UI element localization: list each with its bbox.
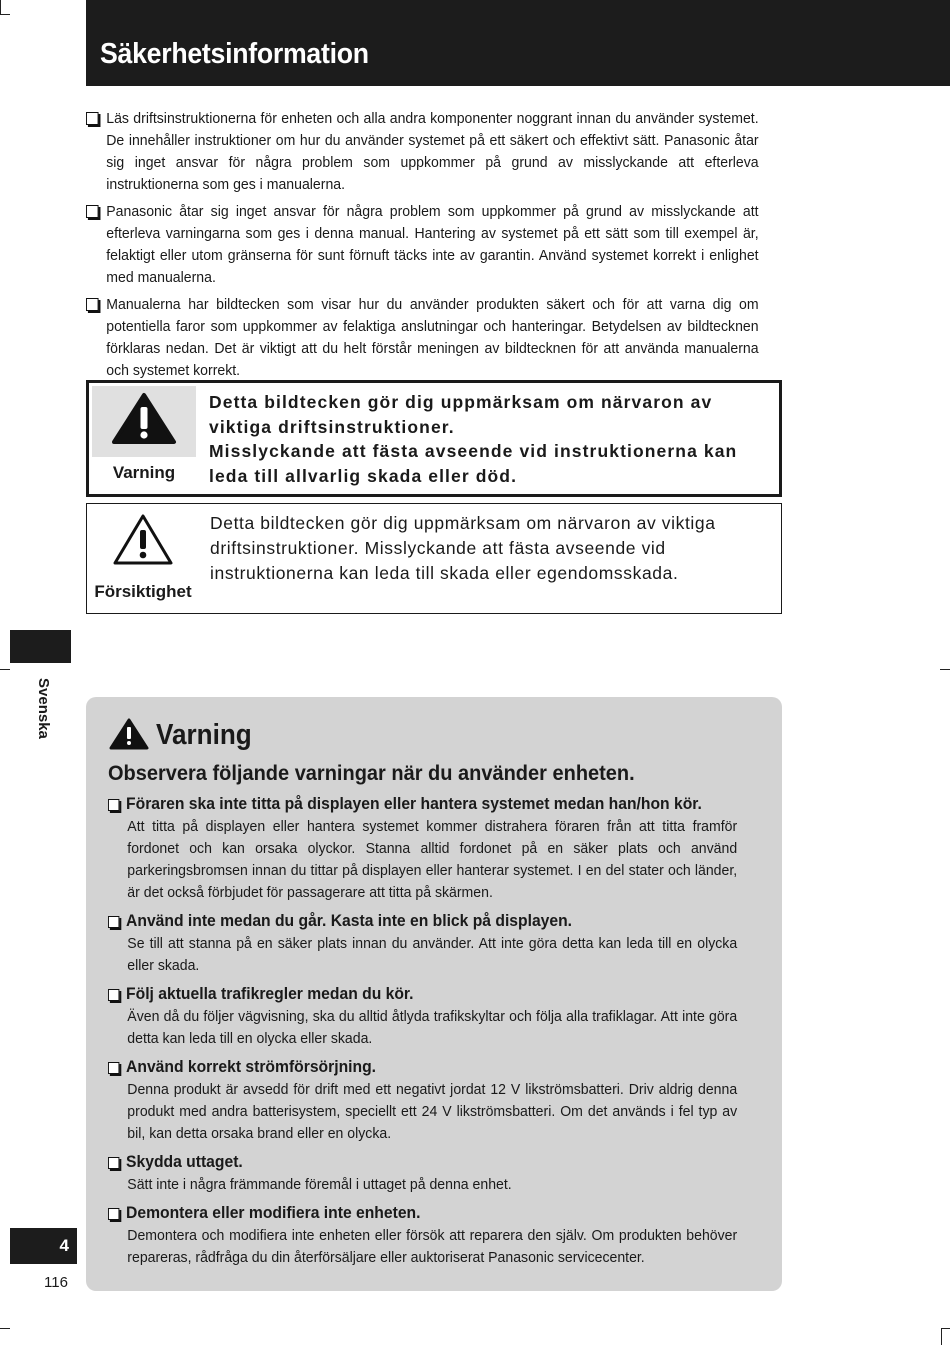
crop-mark	[0, 14, 10, 15]
crop-mark	[0, 1328, 10, 1329]
warning-item-body: Se till att stanna på en säker plats innan du använder. Att inte göra detta kan leda till en olycka eller skada.	[127, 936, 738, 974]
warning-item	[108, 793, 760, 904]
warning-item-body: Demontera och modifiera inte enheten eller försök att reparera den själv. Om produkten behöver repareras, rådfråga du din återförsäljare eller auktoriserat Panasonic servicecenter.	[127, 1228, 738, 1266]
title-bar	[86, 0, 950, 86]
warning-item	[108, 1202, 760, 1269]
intro-paragraph-text: Manualerna har bildtecken som visar hur du använder produkten säkert och för att varna dig om potentiella faror som uppkommer av felaktiga anslutningar och hanteringar. Betydelsen av bildtecknen förklaras nedan. Det är viktigt att du helt förstår meningen av bildtecknen för att använda manualerna och systemet korrekt.	[106, 297, 759, 379]
checkbox-bullet-icon	[108, 799, 119, 811]
warning-item	[108, 1056, 760, 1145]
warning-description	[209, 390, 775, 488]
checkbox-bullet-icon	[86, 298, 99, 311]
warning-triangle-icon	[108, 717, 150, 751]
crop-mark	[941, 1328, 950, 1329]
warning-item-title: Använd korrekt strömförsörjning.	[126, 1058, 377, 1076]
warning-item-title-row	[108, 983, 727, 1006]
intro-paragraph	[86, 201, 759, 289]
checkbox-bullet-icon	[108, 916, 119, 928]
warning-item-body: Denna produkt är avsedd för drift med ett negativt jordat 12 V likströmsbatteri. Driv aldrig denna produkt med andra batterisystem, speciellt ett 24 V likströmsbatteri. Om det används i fel typ av bil, kan detta orsaka brand eller en olycka.	[127, 1082, 738, 1142]
intro-paragraph-text: Läs driftsinstruktionerna för enheten och alla andra komponenter noggrant innan du använder systemet. De innehåller instruktioner om hur du använder systemet på ett säkert och effektivt sätt. Panasonic åtar sig inget ansvar för några problem som uppkommer på grund av misslyckande att efterleva instruktionerna som ges i manualerna.	[106, 111, 759, 193]
warning-item-title: Föraren ska inte titta på displayen eller hantera systemet medan han/hon kör.	[126, 795, 702, 813]
warning-icon-cell	[92, 386, 196, 457]
crop-mark	[0, 0, 1, 14]
checkbox-bullet-icon	[108, 989, 119, 1001]
warning-item-body: Sätt inte i några främmande föremål i uttaget på denna enhet.	[127, 1177, 512, 1193]
page-title: Säkerhetsinformation	[100, 38, 369, 70]
intro-paragraph	[86, 108, 759, 196]
warning-item-title-row	[108, 910, 727, 933]
caution-label: Försiktighet	[94, 582, 192, 601]
warning-items-list	[108, 793, 760, 1275]
warning-description-line: Detta bildtecken gör dig uppmärksam om närvaron av viktiga driftsinstruktioner.	[209, 392, 713, 437]
warning-label: Varning	[112, 463, 176, 482]
warning-item	[108, 910, 760, 977]
warning-item-title: Följ aktuella trafikregler medan du kör.	[126, 985, 414, 1003]
checkbox-bullet-icon	[86, 205, 99, 218]
intro-paragraph-text: Panasonic åtar sig inget ansvar för några problem som uppkommer på grund av misslyckande att efterleva varningarna som ges i denna manual. Hantering av systemet på ett sätt som till exempel är, felaktigt eller utom gränserna för sunt förnuft täcks inte av garantin. Använd systemet korrekt i enlighet med manualerna.	[106, 204, 759, 286]
caution-symbol-box	[86, 503, 782, 614]
checkbox-bullet-icon	[108, 1157, 119, 1169]
crop-mark	[0, 669, 10, 670]
warning-item-title: Använd inte medan du går. Kasta inte en blick på displayen.	[126, 912, 573, 930]
warning-panel	[86, 697, 782, 1291]
checkbox-bullet-icon	[86, 112, 99, 125]
warning-item-body: Även då du följer vägvisning, ska du alltid åtlyda trafikskyltar och följa alla trafiklagar. Att inte göra detta kan leda till en olycka eller skada.	[127, 1009, 738, 1047]
checkbox-bullet-icon	[108, 1062, 119, 1074]
page-number: 116	[44, 1274, 68, 1291]
warning-item-title: Demontera eller modifiera inte enheten.	[126, 1204, 421, 1222]
warning-panel-title: Varning	[156, 719, 252, 751]
crop-mark	[940, 669, 950, 670]
side-tab-marker	[10, 630, 71, 663]
warning-item	[108, 983, 760, 1050]
warning-panel-subheading: Observera följande varningar när du använder enheten.	[108, 761, 635, 785]
chapter-number: 4	[59, 1236, 69, 1255]
warning-item-title-row	[108, 1056, 727, 1079]
checkbox-bullet-icon	[108, 1208, 119, 1220]
warning-item-title: Skydda uttaget.	[126, 1153, 243, 1171]
intro-section	[86, 108, 783, 387]
caution-triangle-icon	[87, 508, 199, 578]
warning-description-line: Misslyckande att fästa avseende vid instruktionerna kan leda till allvarlig skada eller död.	[209, 441, 738, 486]
warning-item-title-row	[108, 1202, 727, 1225]
chapter-tab	[10, 1228, 77, 1264]
language-tab: Svenska	[35, 678, 52, 739]
intro-paragraph	[86, 294, 759, 382]
warning-item-title-row	[108, 1151, 727, 1174]
warning-item-title-row	[108, 793, 727, 816]
warning-item	[108, 1151, 760, 1196]
warning-item-body: Att titta på displayen eller hantera systemet kommer distrahera föraren från att titta framför fordonet och kan orsaka olyckor. Stanna alltid fordonet på en säker plats och använd parkeringsbromsen innan du tittar på displayen eller hanterar systemet. I en del stater och länder, är det också förbjudet för passagerare att titta på skärmen.	[127, 819, 738, 901]
warning-symbol-box	[86, 380, 782, 497]
warning-triangle-icon	[92, 386, 196, 457]
crop-mark	[941, 1328, 942, 1345]
caution-description: Detta bildtecken gör dig uppmärksam om närvaron av viktiga driftsinstruktioner. Misslyckande att fästa avseende vid instruktionerna kan leda till skada eller egendomsskada.	[210, 513, 716, 583]
